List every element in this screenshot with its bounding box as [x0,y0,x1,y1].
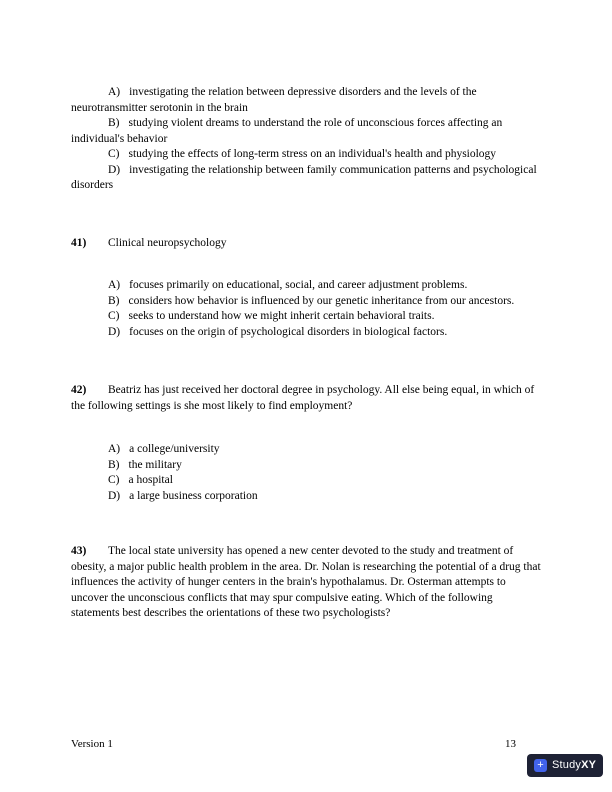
option-label: C) [108,148,120,160]
option-label: D) [108,325,121,338]
answer-option [71,147,541,163]
question-41-options [71,278,541,340]
footer-page-number: 13 [505,738,516,750]
option-label: B) [108,458,120,471]
option-text: investigating the relation between depressive disorders and the levels of the neurotransmitter serotonin in the brain [71,86,477,114]
answer-option [71,489,541,505]
question-number: 43) [71,545,87,557]
question-43 [71,544,541,622]
option-label: D) [108,489,121,502]
option-text: considers how behavior is influenced by our genetic inheritance from our ancestors. [128,294,515,307]
question-40-options [71,85,541,194]
answer-option [71,85,541,116]
option-label: C) [108,310,120,322]
option-text: focuses on the origin of psychological disorders in biological factors. [129,325,448,338]
answer-option [71,163,541,194]
option-label: A) [108,443,121,455]
logo-text-regular: Study [552,758,582,771]
question-text: The local state university has opened a new center devoted to the study and treatment of obesity, a major public health problem in the area. Dr. Nolan is researching the potential of a drug that influences the activity of hunger centers in the brain's hypothalamus. Dr. Osterman attempts to uncover the unconscious conflicts that may spur compulsive eating. Which of the following statements best describes the orientations of these two psychologists? [71,545,541,619]
plus-icon: + [534,759,547,772]
footer-version: Version 1 [71,738,113,750]
question-number: 42) [71,384,87,396]
option-text: a hospital [128,474,173,486]
option-text: focuses primarily on educational, social, and career adjustment problems. [129,279,468,291]
answer-option [71,473,541,489]
option-label: B) [108,294,120,307]
option-text: a college/university [129,443,220,455]
option-label: D) [108,163,121,176]
question-42 [71,383,541,414]
logo-text [552,758,596,774]
option-text: investigating the relationship between family communication patterns and psychological disorders [71,163,537,191]
question-text: Beatriz has just received her doctoral degree in psychology. All else being equal, in which of the following settings is she most likely to find employment? [71,384,535,412]
logo-text-bold: XY [581,758,597,771]
option-text: studying the effects of long-term stress on an individual's health and physiology [128,148,497,160]
answer-option [71,294,541,310]
answer-option [71,278,541,294]
studyxy-logo [527,754,603,777]
option-label: B) [108,117,120,129]
option-text: seeks to understand how we might inherit certain behavioral traits. [128,310,435,322]
answer-option [71,442,541,458]
option-label: C) [108,474,120,486]
option-text: studying violent dreams to understand the role of unconscious forces affecting an individual's behavior [71,117,503,145]
answer-option [71,116,541,147]
question-41 [71,236,541,252]
page-footer [71,737,516,753]
answer-option [71,458,541,474]
question-number: 41) [71,236,87,249]
option-label: A) [108,279,121,291]
answer-option [71,325,541,341]
option-text: the military [128,458,182,471]
answer-option [71,309,541,325]
option-text: a large business corporation [129,489,258,502]
question-42-options [71,442,541,504]
question-text: Clinical neuropsychology [108,236,227,249]
page-content [71,85,541,622]
option-label: A) [108,86,121,98]
